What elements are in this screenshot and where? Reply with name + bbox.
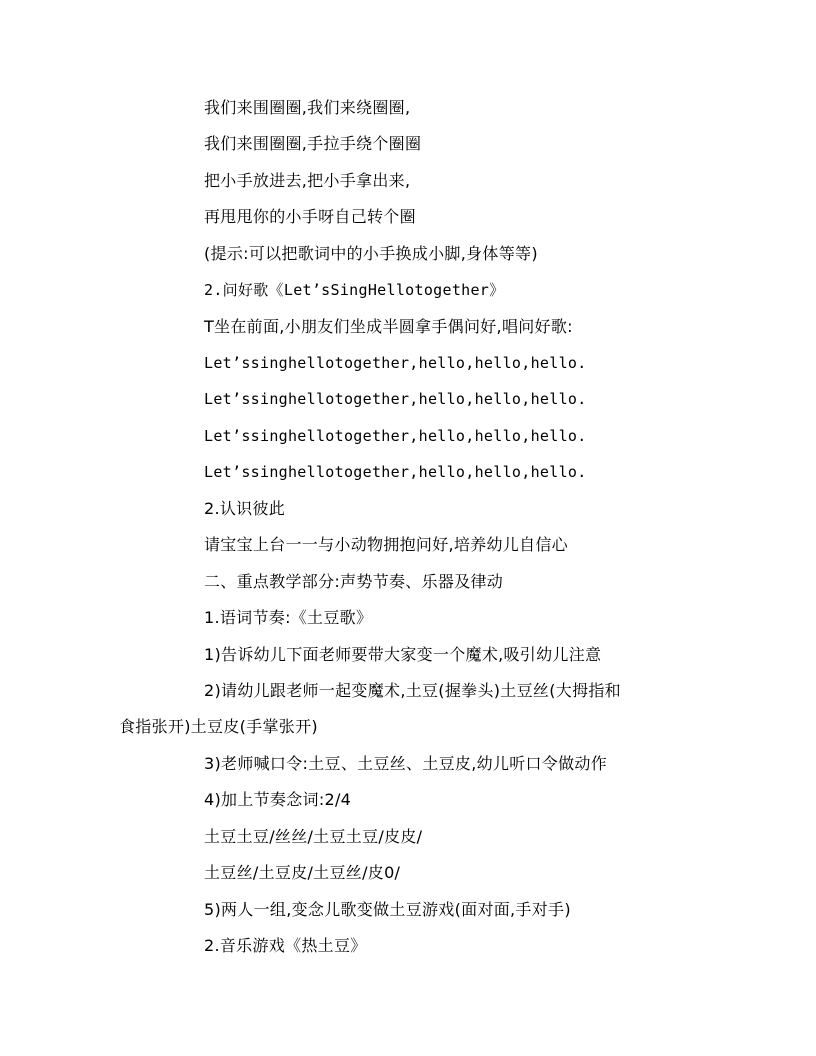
section-heading-recognize: 2.认识彼此 [204, 499, 286, 518]
lyric-line-3: 把小手放进去,把小手拿出来, [204, 171, 411, 190]
step-line-5: 5)两人一组,变念儿歌变做土豆游戏(面对面,手对手) [204, 900, 571, 919]
step-line-3: 3)老师喊口令:土豆、土豆丝、土豆皮,幼儿听口令做动作 [204, 754, 607, 773]
english-lyric-line-4: Let’ssinghellotogether,hello,hello,hello. [204, 463, 587, 481]
step-line-1: 1)告诉幼儿下面老师要带大家变一个魔术,吸引幼儿注意 [204, 645, 602, 664]
lyric-line-2: 我们来围圈圈,手拉手绕个圈圈 [204, 134, 422, 153]
rhythm-line-2: 土豆丝/土豆皮/土豆丝/皮0/ [204, 863, 401, 882]
section-heading-potato-song: 1.语词节奏:《土豆歌》 [204, 608, 373, 627]
step-line-2: 2)请幼儿跟老师一起变魔术,土豆(握拳头)土豆丝(大拇指和 [204, 681, 621, 700]
lyric-line-4: 再甩甩你的小手呀自己转个圈 [204, 207, 416, 226]
english-lyric-line-3: Let’ssinghellotogether,hello,hello,hello. [204, 427, 587, 445]
instruction-line: T坐在前面,小朋友们坐成半圆拿手偶问好,唱问好歌: [204, 317, 573, 336]
english-lyric-line-1: Let’ssinghellotogether,hello,hello,hello. [204, 354, 587, 372]
step-line-4: 4)加上节奏念词:2/4 [204, 790, 352, 809]
section-heading-main-teaching: 二、重点教学部分:声势节奏、乐器及律动 [204, 572, 504, 591]
english-lyric-line-2: Let’ssinghellotogether,hello,hello,hello. [204, 390, 587, 408]
section-heading-greeting-song: 2.问好歌《Let’sSingHellotogether》 [204, 281, 505, 299]
section-heading-hot-potato: 2.音乐游戏《热土豆》 [204, 936, 367, 955]
instruction-line: 请宝宝上台一一与小动物拥抱问好,培养幼儿自信心 [204, 535, 568, 554]
hint-line: (提示:可以把歌词中的小手换成小脚,身体等等) [204, 244, 538, 263]
step-line-2-continued: 食指张开)土豆皮(手掌张开) [119, 717, 318, 736]
rhythm-line-1: 土豆土豆/丝丝/土豆土豆/皮皮/ [204, 827, 423, 846]
lyric-line-1: 我们来围圈圈,我们来绕圈圈, [204, 98, 411, 117]
